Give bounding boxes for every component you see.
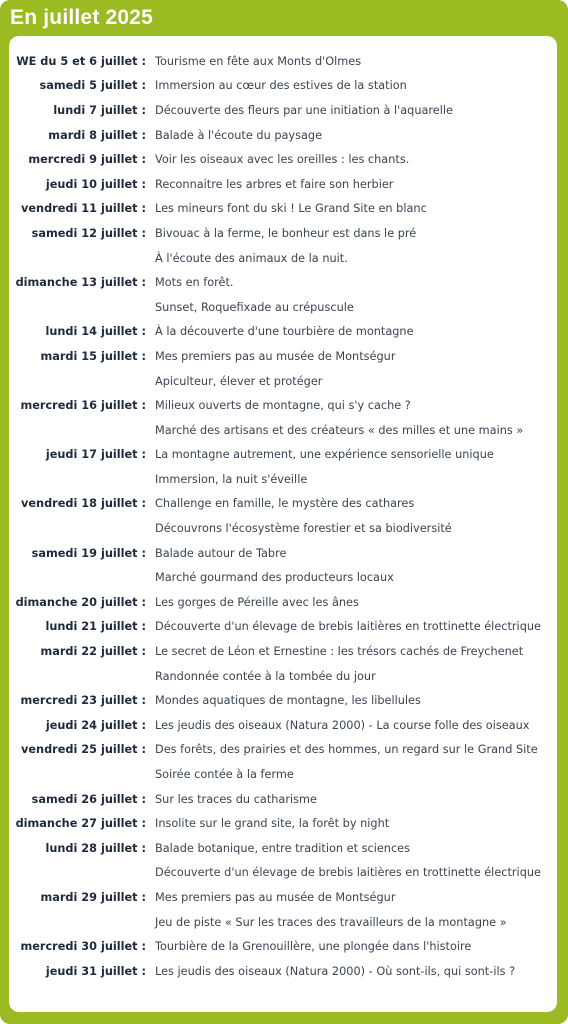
event-row [9, 787, 557, 812]
event-row [9, 443, 557, 468]
event-row [9, 738, 557, 763]
event-date: mardi 8 juillet : [48, 128, 146, 142]
event-row [9, 885, 557, 910]
event-activity: Reconnaitre les arbres et faire son herbier [155, 177, 394, 191]
event-row [9, 344, 557, 369]
event-date: lundi 21 juillet : [45, 620, 146, 634]
event-date: mercredi 23 juillet : [20, 694, 146, 708]
event-date: samedi 12 juillet : [31, 226, 146, 240]
event-row [9, 123, 557, 148]
event-row [9, 467, 557, 492]
event-activity: Le secret de Léon et Ernestine : les trésors cachés de Freychenet [155, 645, 524, 659]
event-activity: Des forêts, des prairies et des hommes, un regard sur le Grand Site [155, 743, 538, 757]
event-activity: Découvrons l'écosystème forestier et sa biodiversité [155, 522, 452, 536]
event-date: mercredi 16 juillet : [20, 399, 146, 413]
event-date: lundi 7 juillet : [53, 103, 146, 117]
event-row [9, 615, 557, 640]
event-activity: Marché des artisans et des créateurs « des milles et une mains » [155, 423, 524, 437]
event-date: mercredi 30 juillet : [20, 940, 146, 954]
event-date: samedi 5 juillet : [39, 79, 146, 93]
event-date: mardi 22 juillet : [40, 645, 146, 659]
event-activity: Découverte d'un élevage de brebis laitières en trottinette électrique [155, 866, 541, 880]
event-row [9, 664, 557, 689]
event-row [9, 492, 557, 517]
event-activity: Les gorges de Péreille avec les ânes [155, 595, 359, 609]
event-row [9, 836, 557, 861]
event-activity: À la découverte d'une tourbière de montagne [155, 325, 414, 339]
event-row [9, 565, 557, 590]
event-row [9, 221, 557, 246]
event-activity: Mondes aquatiques de montagne, les libellules [155, 694, 421, 708]
event-row [9, 861, 557, 886]
event-row [9, 147, 557, 172]
event-activity: Sunset, Roquefixade au crépuscule [155, 300, 354, 314]
event-row [9, 811, 557, 836]
events-panel [9, 36, 557, 1012]
event-date: mercredi 9 juillet : [28, 153, 146, 167]
event-activity: Tourbière de la Grenouillère, une plongée dans l'histoire [155, 940, 472, 954]
event-activity: Les jeudis des oiseaux (Natura 2000) - Où sont-ils, qui sont-ils ? [155, 964, 516, 978]
event-date: vendredi 25 juillet : [21, 743, 146, 757]
event-activity: Balade autour de Tabre [155, 546, 287, 560]
event-activity: Sur les traces du catharisme [155, 792, 317, 806]
event-row [9, 393, 557, 418]
event-date: samedi 19 juillet : [31, 546, 146, 560]
event-row [9, 516, 557, 541]
event-activity: Mes premiers pas au musée de Montségur [155, 349, 396, 363]
event-activity: Tourisme en fête aux Monts d'Olmes [155, 54, 362, 68]
event-activity: Randonnée contée à la tombée du jour [155, 669, 376, 683]
event-activity: Découverte d'un élevage de brebis laitières en trottinette électrique [155, 620, 541, 634]
event-activity: Balade botanique, entre tradition et sciences [155, 841, 411, 855]
event-row [9, 959, 557, 984]
event-row [9, 639, 557, 664]
event-date: lundi 14 juillet : [45, 325, 146, 339]
event-date: jeudi 17 juillet : [45, 448, 146, 462]
event-row [9, 590, 557, 615]
event-activity: Immersion, la nuit s'éveille [155, 472, 308, 486]
event-activity: Balade à l'écoute du paysage [155, 128, 323, 142]
page-title: En juillet 2025 [10, 6, 154, 29]
event-activity: Les jeudis des oiseaux (Natura 2000) - La course folle des oiseaux [155, 718, 530, 732]
event-row [9, 934, 557, 959]
event-date: jeudi 24 juillet : [45, 718, 146, 732]
event-row [9, 246, 557, 271]
event-activity: Immersion au cœur des estives de la station [155, 79, 407, 93]
event-activity: Jeu de piste « Sur les traces des travailleurs de la montagne » [155, 915, 507, 929]
event-date: mardi 15 juillet : [40, 349, 146, 363]
event-activity: Bivouac à la ferme, le bonheur est dans le pré [155, 226, 417, 240]
event-date: jeudi 10 juillet : [45, 177, 146, 191]
event-activity: Milieux ouverts de montagne, qui s'y cache ? [155, 399, 411, 413]
event-activity: Challenge en famille, le mystère des cathares [155, 497, 415, 511]
event-row [9, 98, 557, 123]
event-activity: Découverte des fleurs par une initiation à l'aquarelle [155, 103, 453, 117]
event-activity: Mes premiers pas au musée de Montségur [155, 890, 396, 904]
event-row [9, 74, 557, 99]
event-row [9, 541, 557, 566]
event-activity: À l'écoute des animaux de la nuit. [155, 251, 348, 265]
event-row [9, 910, 557, 935]
event-row [9, 295, 557, 320]
event-row [9, 172, 557, 197]
event-row [9, 418, 557, 443]
event-date: mardi 29 juillet : [40, 890, 146, 904]
event-date: dimanche 13 juillet : [15, 276, 146, 290]
event-date: dimanche 27 juillet : [15, 817, 146, 831]
event-row [9, 270, 557, 295]
event-row [9, 688, 557, 713]
event-activity: Les mineurs font du ski ! Le Grand Site en blanc [155, 202, 427, 216]
event-activity: Voir les oiseaux avec les oreilles : les chants. [155, 153, 410, 167]
event-date: vendredi 18 juillet : [21, 497, 146, 511]
event-date: dimanche 20 juillet : [15, 595, 146, 609]
event-date: jeudi 31 juillet : [45, 964, 146, 978]
event-activity: Soirée contée à la ferme [155, 768, 294, 782]
event-row [9, 320, 557, 345]
event-row [9, 369, 557, 394]
event-activity: La montagne autrement, une expérience sensorielle unique [155, 448, 494, 462]
event-row [9, 197, 557, 222]
event-activity: Insolite sur le grand site, la forêt by night [155, 817, 390, 831]
event-date: vendredi 11 juillet : [21, 202, 146, 216]
event-activity: Marché gourmand des producteurs locaux [155, 571, 394, 585]
events-list [9, 49, 557, 984]
event-activity: Apiculteur, élever et protéger [155, 374, 323, 388]
event-date: WE du 5 et 6 juillet : [16, 54, 146, 68]
event-row [9, 762, 557, 787]
event-activity: Mots en forêt. [155, 276, 234, 290]
event-row [9, 49, 557, 74]
event-date: samedi 26 juillet : [31, 792, 146, 806]
event-date: lundi 28 juillet : [45, 841, 146, 855]
event-row [9, 713, 557, 738]
